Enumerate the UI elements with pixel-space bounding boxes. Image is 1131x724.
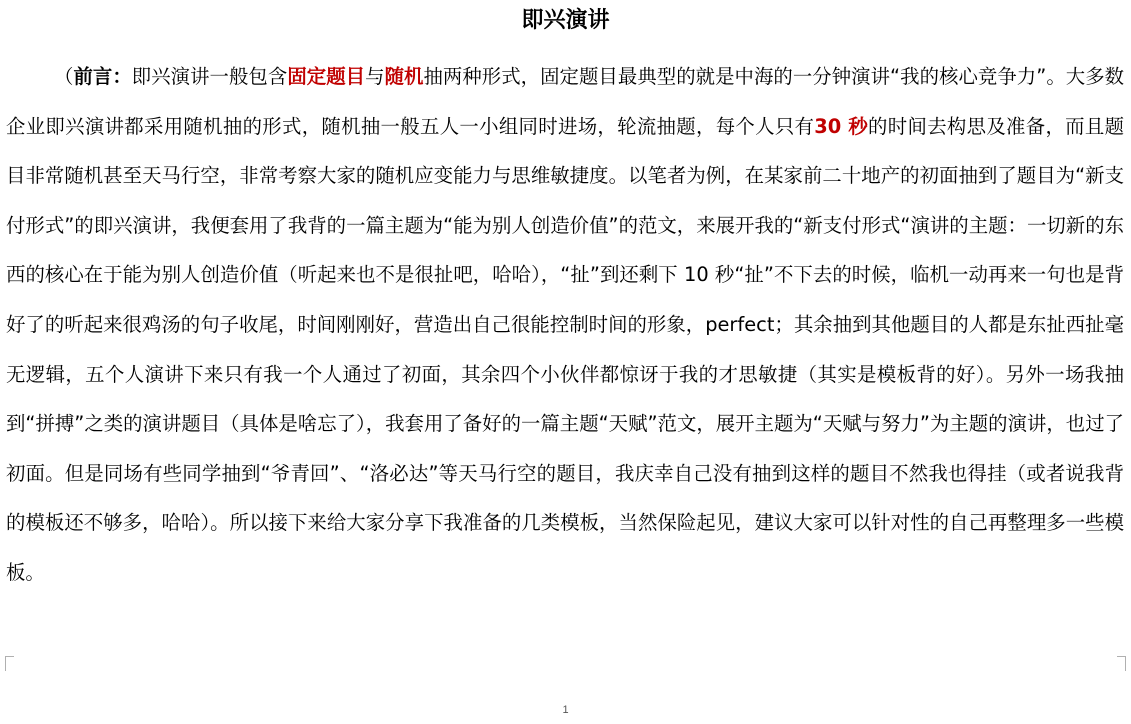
text-segment-4: 的时间去构思及准备，而且题目非常随机甚至天马行空，非常考察大家的随机应变能力与思维敏捷度。以笔者为例，在某家前二十地产的初面抽到了题目为“新支付形式”的即兴演讲，我便套用了我背的一篇主题为“能为别人创造价值”的范文，来展开我的“新支付形式“演讲的主题：一切新的东西的核心在于能为别人创造价值（听起来也不是很扯吧，哈哈），“扯”到还剩下 10 秒“扯”不下去的时候，临机一动再来一句也是背好了的听起来很鸡汤的句子收尾，时间刚刚好，营造出自己很能控制时间的形象，perfect；其余抽到其他题目的人都是东扯西扯毫无逻辑，五个人演讲下来只有我一个人通过了初面，其余四个小伙伴都惊讶于我的才思敏捷（其实是模板背的好）。另外一场我抽到“拼搏”之类的演讲题目（具体是啥忘了），我套用了备好的一篇主题“天赋”范文，展开主题为“天赋与努力”为主题的演讲，也过了初面。但是同场有些同学抽到“爷青回”、“洛必达”等天马行空的题目，我庆幸自己没有抽到这样的题目不然我也得挂（或者说我背的模板还不够多，哈哈）。所以接下来给大家分享下我准备的几类模板，当然保险起见，建议大家可以针对性的自己再整理多一些模板。 — [6, 114, 1125, 584]
text-segment-3: 抽两种形式，固定题目最典型的就是中海的一分钟演讲“我的核心竞争力”。大多数企业即兴演讲都采用随机抽的形式，随机抽一般五人一小组同时进场，轮流抽题，每个人只有 — [6, 65, 1125, 138]
page-margin-corner-right — [1117, 656, 1126, 671]
highlight-thirty-seconds: 30 秒 — [814, 114, 869, 138]
text-segment-2: 与 — [365, 65, 385, 88]
highlight-random: 随机 — [384, 65, 424, 88]
preface-paragraph — [6, 52, 1124, 598]
page-margin-corner-left — [5, 656, 14, 671]
document-title: 即兴演讲 — [521, 8, 610, 33]
preface-label: 前言： — [73, 65, 132, 88]
highlight-fixed-topic: 固定题目 — [287, 65, 366, 88]
text-segment-1: 即兴演讲一般包含 — [131, 65, 288, 88]
open-paren: （ — [54, 65, 74, 88]
page-number: 1 — [562, 704, 569, 716]
